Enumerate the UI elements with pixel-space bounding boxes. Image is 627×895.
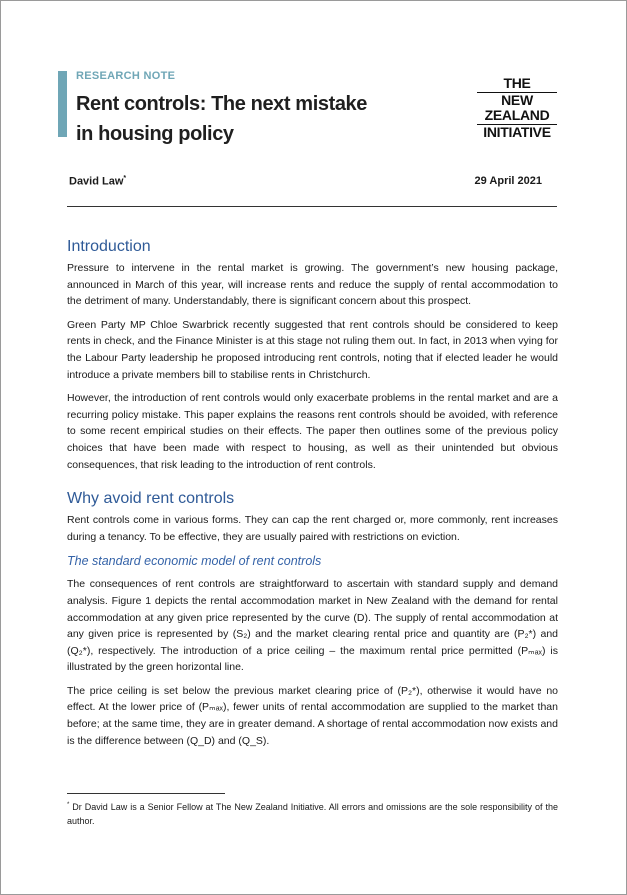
accent-bar <box>58 71 67 137</box>
document-body <box>67 236 558 756</box>
heading-why-avoid: Why avoid rent controls <box>67 490 235 508</box>
footnote-text: Dr David Law is a Senior Fellow at The New Zealand Initiative. All errors and omissions are the sole responsibility of the author. <box>67 802 558 826</box>
header-divider <box>67 206 557 207</box>
logo-line-2: NEW ZEALAND <box>477 92 557 125</box>
paragraph: The consequences of rent controls are straightforward to ascertain with standard supply and demand analysis. Figure 1 depicts the rental accommodation market in New Zealand with the demand for rental accommodation at any given price represented by the curve (D). The supply of rental accommodation at any given price is represented by (S₂) and the market clearing rental price and quantity are (P₂*) and (Q₂*), respectively. The introduction of a price ceiling – the maximum rental price permitted (Pₘₐₓ) is illustrated by the green horizontal line. <box>67 578 558 674</box>
author-name: David Law <box>69 175 124 188</box>
footnote-mark: * <box>67 802 70 808</box>
footnote <box>67 798 558 828</box>
publish-date: 29 April 2021 <box>474 175 542 187</box>
footnote-divider <box>67 793 225 794</box>
paragraph: Rent controls come in various forms. They can cap the rent charged or, more commonly, rent increases during a tenancy. To be effective, they are usually paired with restrictions on eviction. <box>67 514 558 543</box>
document-title <box>76 89 367 149</box>
initiative-logo <box>477 76 557 140</box>
title-line-2: in housing policy <box>76 123 234 145</box>
paragraph: However, the introduction of rent controls would only exacerbate problems in the rental market and are a recurring policy mistake. This paper explains the reasons rent controls should be avoided, with reference to some recent empirical studies on their effects. The paper then outlines some of the previous policy choices that have been made with respect to housing, as well as their unintended but obvious consequences, that risk leading to the introduction of rent controls. <box>67 392 558 471</box>
note-label: RESEARCH NOTE <box>76 70 176 82</box>
paragraph: Green Party MP Chloe Swarbrick recently suggested that rent controls should be considered to keep rents in check, and the Finance Minister is at this stage not ruling them out. In fact, in 2013 when vying for the Labour Party leadership he proposed introducing rent controls, noting that if elected leader he would introduce a private members bill to stabilise rents in Christchurch. <box>67 318 558 381</box>
logo-line-1: THE <box>503 75 531 91</box>
author-footnote-mark: * <box>123 175 127 182</box>
author <box>69 175 126 188</box>
title-line-1: Rent controls: The next mistake <box>76 93 367 115</box>
subheading-economic-model: The standard economic model of rent controls <box>67 554 322 569</box>
logo-line-3: INITIATIVE <box>483 123 551 140</box>
paragraph: Pressure to intervene in the rental market is growing. The government’s new housing package, announced in March of this year, will increase rents and reduce the supply of rental accommodation to the detriment of many. Understandably, there is significant concern about this prospect. <box>67 262 558 308</box>
paragraph: The price ceiling is set below the previous market clearing price of (P₂*), otherwise it would have no effect. At the lower price of (Pₘₐₓ), fewer units of rental accommodation are supplied to the market than before; at the same time, they are in greater demand. A shortage of rental accommodation now exists and is the difference between (Q_D) and (Q_S). <box>67 684 558 747</box>
heading-introduction: Introduction <box>67 238 151 255</box>
